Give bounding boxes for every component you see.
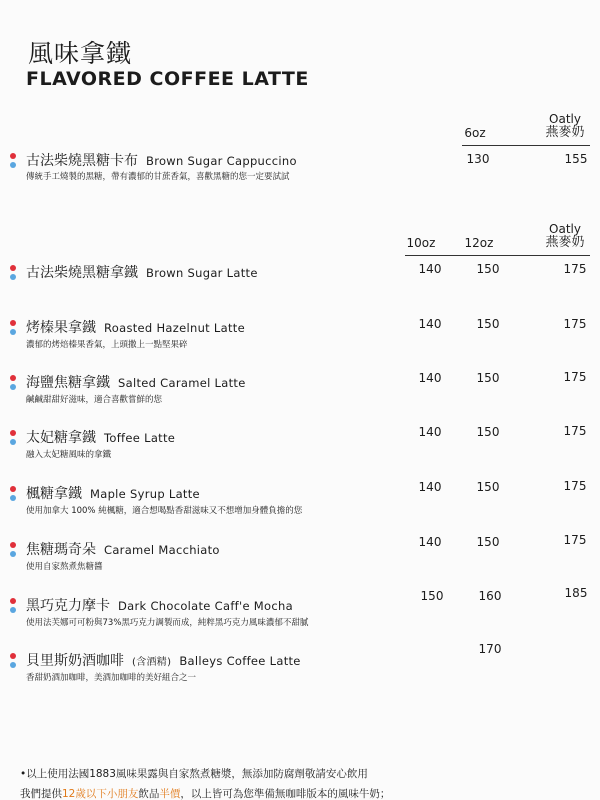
marker-dots <box>10 265 18 283</box>
price-oatly: 185 <box>564 586 588 600</box>
item-name <box>26 372 246 392</box>
price-10oz: 140 <box>418 480 442 494</box>
marker-dots <box>10 320 18 338</box>
marker-dots <box>10 486 18 504</box>
red-dot-icon <box>10 375 16 381</box>
item-name-en: (含酒精) <box>132 657 172 668</box>
item-name <box>26 317 245 337</box>
price-10oz: 140 <box>418 425 442 439</box>
oatly-label-en: Oatly <box>549 222 581 236</box>
price-6oz: 130 <box>466 152 490 166</box>
blue-dot-icon <box>10 607 16 613</box>
marker-dots <box>10 598 18 616</box>
red-dot-icon <box>10 265 16 271</box>
price-oatly: 175 <box>563 262 587 276</box>
item-name-zh: 古法柴燒黑糖拿鐵 <box>26 265 138 281</box>
marker-dots <box>10 653 18 671</box>
item-name <box>26 483 200 503</box>
red-dot-icon <box>10 486 16 492</box>
blue-dot-icon <box>10 439 16 445</box>
item-name-en: Brown Sugar Cappuccino <box>146 154 297 168</box>
price-oatly: 155 <box>564 152 588 166</box>
marker-dots <box>10 542 18 560</box>
item-name-en: Maple Syrup Latte <box>90 487 200 501</box>
blue-dot-icon <box>10 495 16 501</box>
red-dot-icon <box>10 598 16 604</box>
item-description: 濃郁的烤焙榛果香氣，上頭撒上一點堅果碎 <box>26 340 188 350</box>
price-12oz: 170 <box>478 642 502 656</box>
footer-note-text: ，以上皆可為您準備無咖啡版本的風味牛奶； <box>180 788 391 800</box>
oatly-label-zh: 燕麥奶 <box>545 125 585 140</box>
price-12oz: 150 <box>476 480 500 494</box>
price-10oz: 150 <box>420 589 444 603</box>
red-dot-icon <box>10 430 16 436</box>
column-header-oatly <box>530 222 600 250</box>
price-12oz: 150 <box>476 317 500 331</box>
price-12oz: 150 <box>476 425 500 439</box>
oatly-label-en: Oatly <box>549 112 581 126</box>
marker-dots <box>10 430 18 448</box>
item-name-en: Dark Chocolate Caff'e Mocha <box>118 599 293 613</box>
price-oatly: 175 <box>563 533 587 547</box>
footer-highlight-price: 半價 <box>159 788 181 800</box>
marker-dots <box>10 153 18 171</box>
price-12oz: 150 <box>476 371 500 385</box>
red-dot-icon <box>10 653 16 659</box>
footer-note-2 <box>20 786 390 800</box>
footer-note-text: 我們提供 <box>20 788 62 800</box>
item-name <box>26 262 258 282</box>
item-name-en: Toffee Latte <box>104 431 176 445</box>
price-10oz: 140 <box>418 371 442 385</box>
footer-note-1: •以上使用法國1883風味果露與自家熬煮糖漿，無添加防腐劑敬請安心飲用 <box>20 768 368 780</box>
column-header-oatly <box>530 112 600 140</box>
item-name-en: Balleys Coffee Latte <box>179 654 301 668</box>
price-oatly: 175 <box>563 370 587 384</box>
item-name-zh: 貝里斯奶酒咖啡 <box>26 653 124 669</box>
price-12oz: 150 <box>476 535 500 549</box>
header-divider-1 <box>462 145 590 146</box>
item-description: 使用法芙娜可可粉與73%黑巧克力調製而成，純粹黑巧克力風味濃郁不甜膩 <box>26 618 309 628</box>
footer-highlight-age: 12歲以下小朋友 <box>62 788 139 800</box>
price-10oz: 140 <box>418 535 442 549</box>
footer-note-text: 飲品 <box>138 788 160 800</box>
item-name-zh: 黑巧克力摩卡 <box>26 598 110 614</box>
blue-dot-icon <box>10 274 16 280</box>
price-oatly: 175 <box>563 424 587 438</box>
item-description: 使用加拿大 100% 純楓糖，適合想喝點香甜滋味又不想增加身體負擔的您 <box>26 506 303 516</box>
page-title-zh: 風味拿鐵 <box>28 39 133 68</box>
red-dot-icon <box>10 542 16 548</box>
blue-dot-icon <box>10 384 16 390</box>
red-dot-icon <box>10 153 16 159</box>
blue-dot-icon <box>10 329 16 335</box>
item-description: 香甜奶酒加咖啡，美酒加咖啡的美好組合之一 <box>26 673 197 683</box>
item-name-en: Roasted Hazelnut Latte <box>104 321 245 335</box>
blue-dot-icon <box>10 551 16 557</box>
item-name-en: Brown Sugar Latte <box>146 266 258 280</box>
blue-dot-icon <box>10 662 16 668</box>
price-10oz: 140 <box>418 262 442 276</box>
item-name <box>26 650 301 670</box>
item-name <box>26 539 220 559</box>
item-description: 傳統手工燒製的黑糖，帶有濃郁的甘蔗香氣，喜歡黑糖的您一定要試試 <box>26 172 290 182</box>
price-oatly: 175 <box>563 317 587 331</box>
item-name <box>26 150 297 170</box>
item-description: 融入太妃糖風味的拿鐵 <box>26 450 112 460</box>
item-name-zh: 楓糖拿鐵 <box>26 486 82 502</box>
item-name-zh: 太妃糖拿鐵 <box>26 430 96 446</box>
item-name-zh: 烤榛果拿鐵 <box>26 320 96 336</box>
item-description: 使用自家熬煮焦糖醬 <box>26 562 103 572</box>
column-header-6oz: 6oz <box>464 126 486 140</box>
oatly-label-zh: 燕麥奶 <box>545 235 585 250</box>
item-name-zh: 古法柴燒黑糖卡布 <box>26 153 138 169</box>
item-name <box>26 595 293 615</box>
header-divider-2 <box>405 255 590 256</box>
red-dot-icon <box>10 320 16 326</box>
price-12oz: 150 <box>476 262 500 276</box>
item-name <box>26 427 175 447</box>
price-12oz: 160 <box>478 589 502 603</box>
price-oatly: 175 <box>563 479 587 493</box>
price-10oz: 140 <box>418 317 442 331</box>
item-name-en: Caramel Macchiato <box>104 543 220 557</box>
item-name-en: Salted Caramel Latte <box>118 376 246 390</box>
item-description: 鹹鹹甜甜好滋味，適合喜歡嘗鮮的您 <box>26 395 163 405</box>
page-title-en: FLAVORED COFFEE LATTE <box>26 68 309 90</box>
marker-dots <box>10 375 18 393</box>
blue-dot-icon <box>10 162 16 168</box>
column-header-12oz: 12oz <box>464 236 494 250</box>
item-name-zh: 海鹽焦糖拿鐵 <box>26 375 110 391</box>
column-header-10oz: 10oz <box>406 236 436 250</box>
item-name-zh: 焦糖瑪奇朵 <box>26 542 96 558</box>
